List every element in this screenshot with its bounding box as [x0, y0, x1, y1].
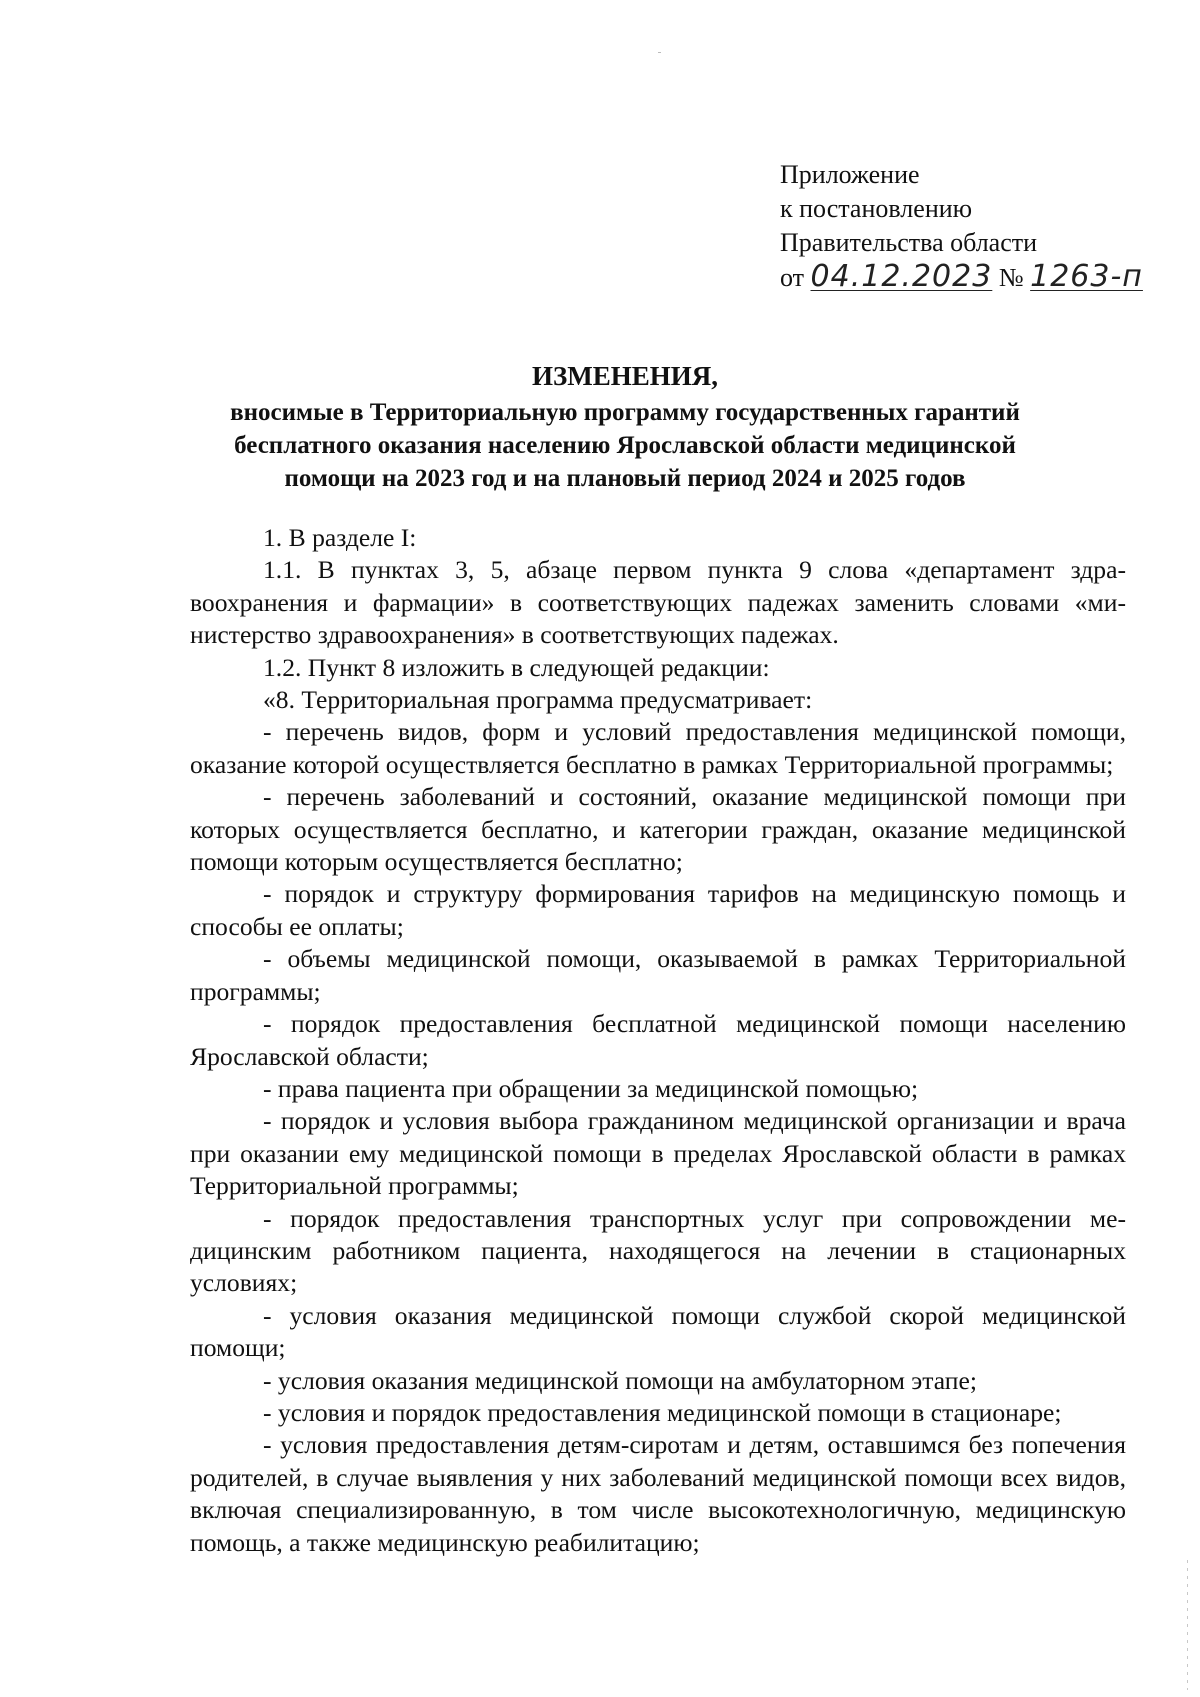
list-item: - объемы медицинской помощи, оказываемой в рамках Территориальной программы; — [190, 944, 1126, 1006]
title-main: ИЗМЕНЕНИЯ, — [531, 361, 718, 391]
document-body — [190, 522, 1126, 1559]
list-item: - условия предоставления детям-сиротам и детям, оставшимся без попечения родителей, в случае выявления у них заболеваний медицинской помощи всех видов, включая специализированную, в том числе высокотехнологичную, медицинскую помощь, а также медицинскую реабилитацию; — [190, 1430, 1126, 1557]
list-item: - перечень заболеваний и состояний, оказание медицинской помощи при которых осуществляется бесплатно, и категории граждан, оказание медицинской помощи которым осуществляется бесплатно; — [190, 782, 1126, 877]
list-item: - условия и порядок предоставления медицинской помощи в стационаре; — [263, 1397, 1062, 1427]
list-item: - порядок предоставления бесплатной медицинской помощи населению Ярославской области; — [190, 1009, 1126, 1071]
list-item: - условия оказания медицинской помощи службой скорой медицинской помощи; — [190, 1300, 1126, 1363]
date-prefix: от — [780, 263, 811, 292]
list-item: - порядок и структуру формирования тарифов на медицинскую помощь и способы ее оплаты; — [190, 879, 1126, 941]
section-heading: 1. В разделе I: — [263, 523, 417, 552]
appendix-header — [780, 158, 1143, 295]
paragraph-1-1: 1.1. В пунктах 3, 5, абзаце первом пункта 9 слова «департамент здравоохранения и фармации» в соответствующих падежах заменить словами «министерство здравоохранения» в соответствующих падежах. — [190, 555, 1126, 650]
paragraph-8-intro: «8. Территориальная программа предусматривает: — [263, 685, 813, 715]
number-prefix: № — [992, 263, 1031, 292]
scan-edge-mark — [1187, 1560, 1188, 1690]
title-line-1: вносимые в Территориальную программу государственных гарантий — [230, 399, 1020, 426]
appendix-resolution: к постановлению — [780, 194, 973, 223]
title-line-2: бесплатного оказания населению Ярославской области медицинской — [234, 432, 1016, 459]
list-item: - условия оказания медицинской помощи на амбулаторном этапе; — [263, 1365, 977, 1395]
title-line-3: помощи на 2023 год и на плановый период 2024 и 2025 годов — [284, 465, 966, 492]
paragraph-1-2: 1.2. Пункт 8 изложить в следующей редакции: — [263, 652, 770, 682]
appendix-government: Правительства области — [780, 228, 1038, 257]
handwritten-date: 04.12.2023 — [810, 259, 993, 294]
scan-speck — [658, 52, 661, 53]
document-title — [150, 358, 1100, 495]
list-item: - порядок предоставления транспортных услуг при сопровождении медицинским работником пациента, находящегося на лечении в стационарных условиях; — [190, 1203, 1126, 1298]
list-item: - перечень видов, форм и условий предоставления медицинской помощи, оказание которой осуществляется бесплатно в рамках Территориальной программы; — [190, 717, 1126, 779]
appendix-label: Приложение — [780, 160, 920, 189]
handwritten-number: 1263-п — [1030, 259, 1143, 294]
appendix-date-number — [780, 260, 1143, 295]
list-item: - порядок и условия выбора гражданином медицинской организации и врача при оказании ему медицинской помощи в пределах Ярославской области в рамках Территориальной программы; — [190, 1106, 1126, 1201]
list-item: - права пациента при обращении за медицинской помощью; — [263, 1073, 919, 1103]
